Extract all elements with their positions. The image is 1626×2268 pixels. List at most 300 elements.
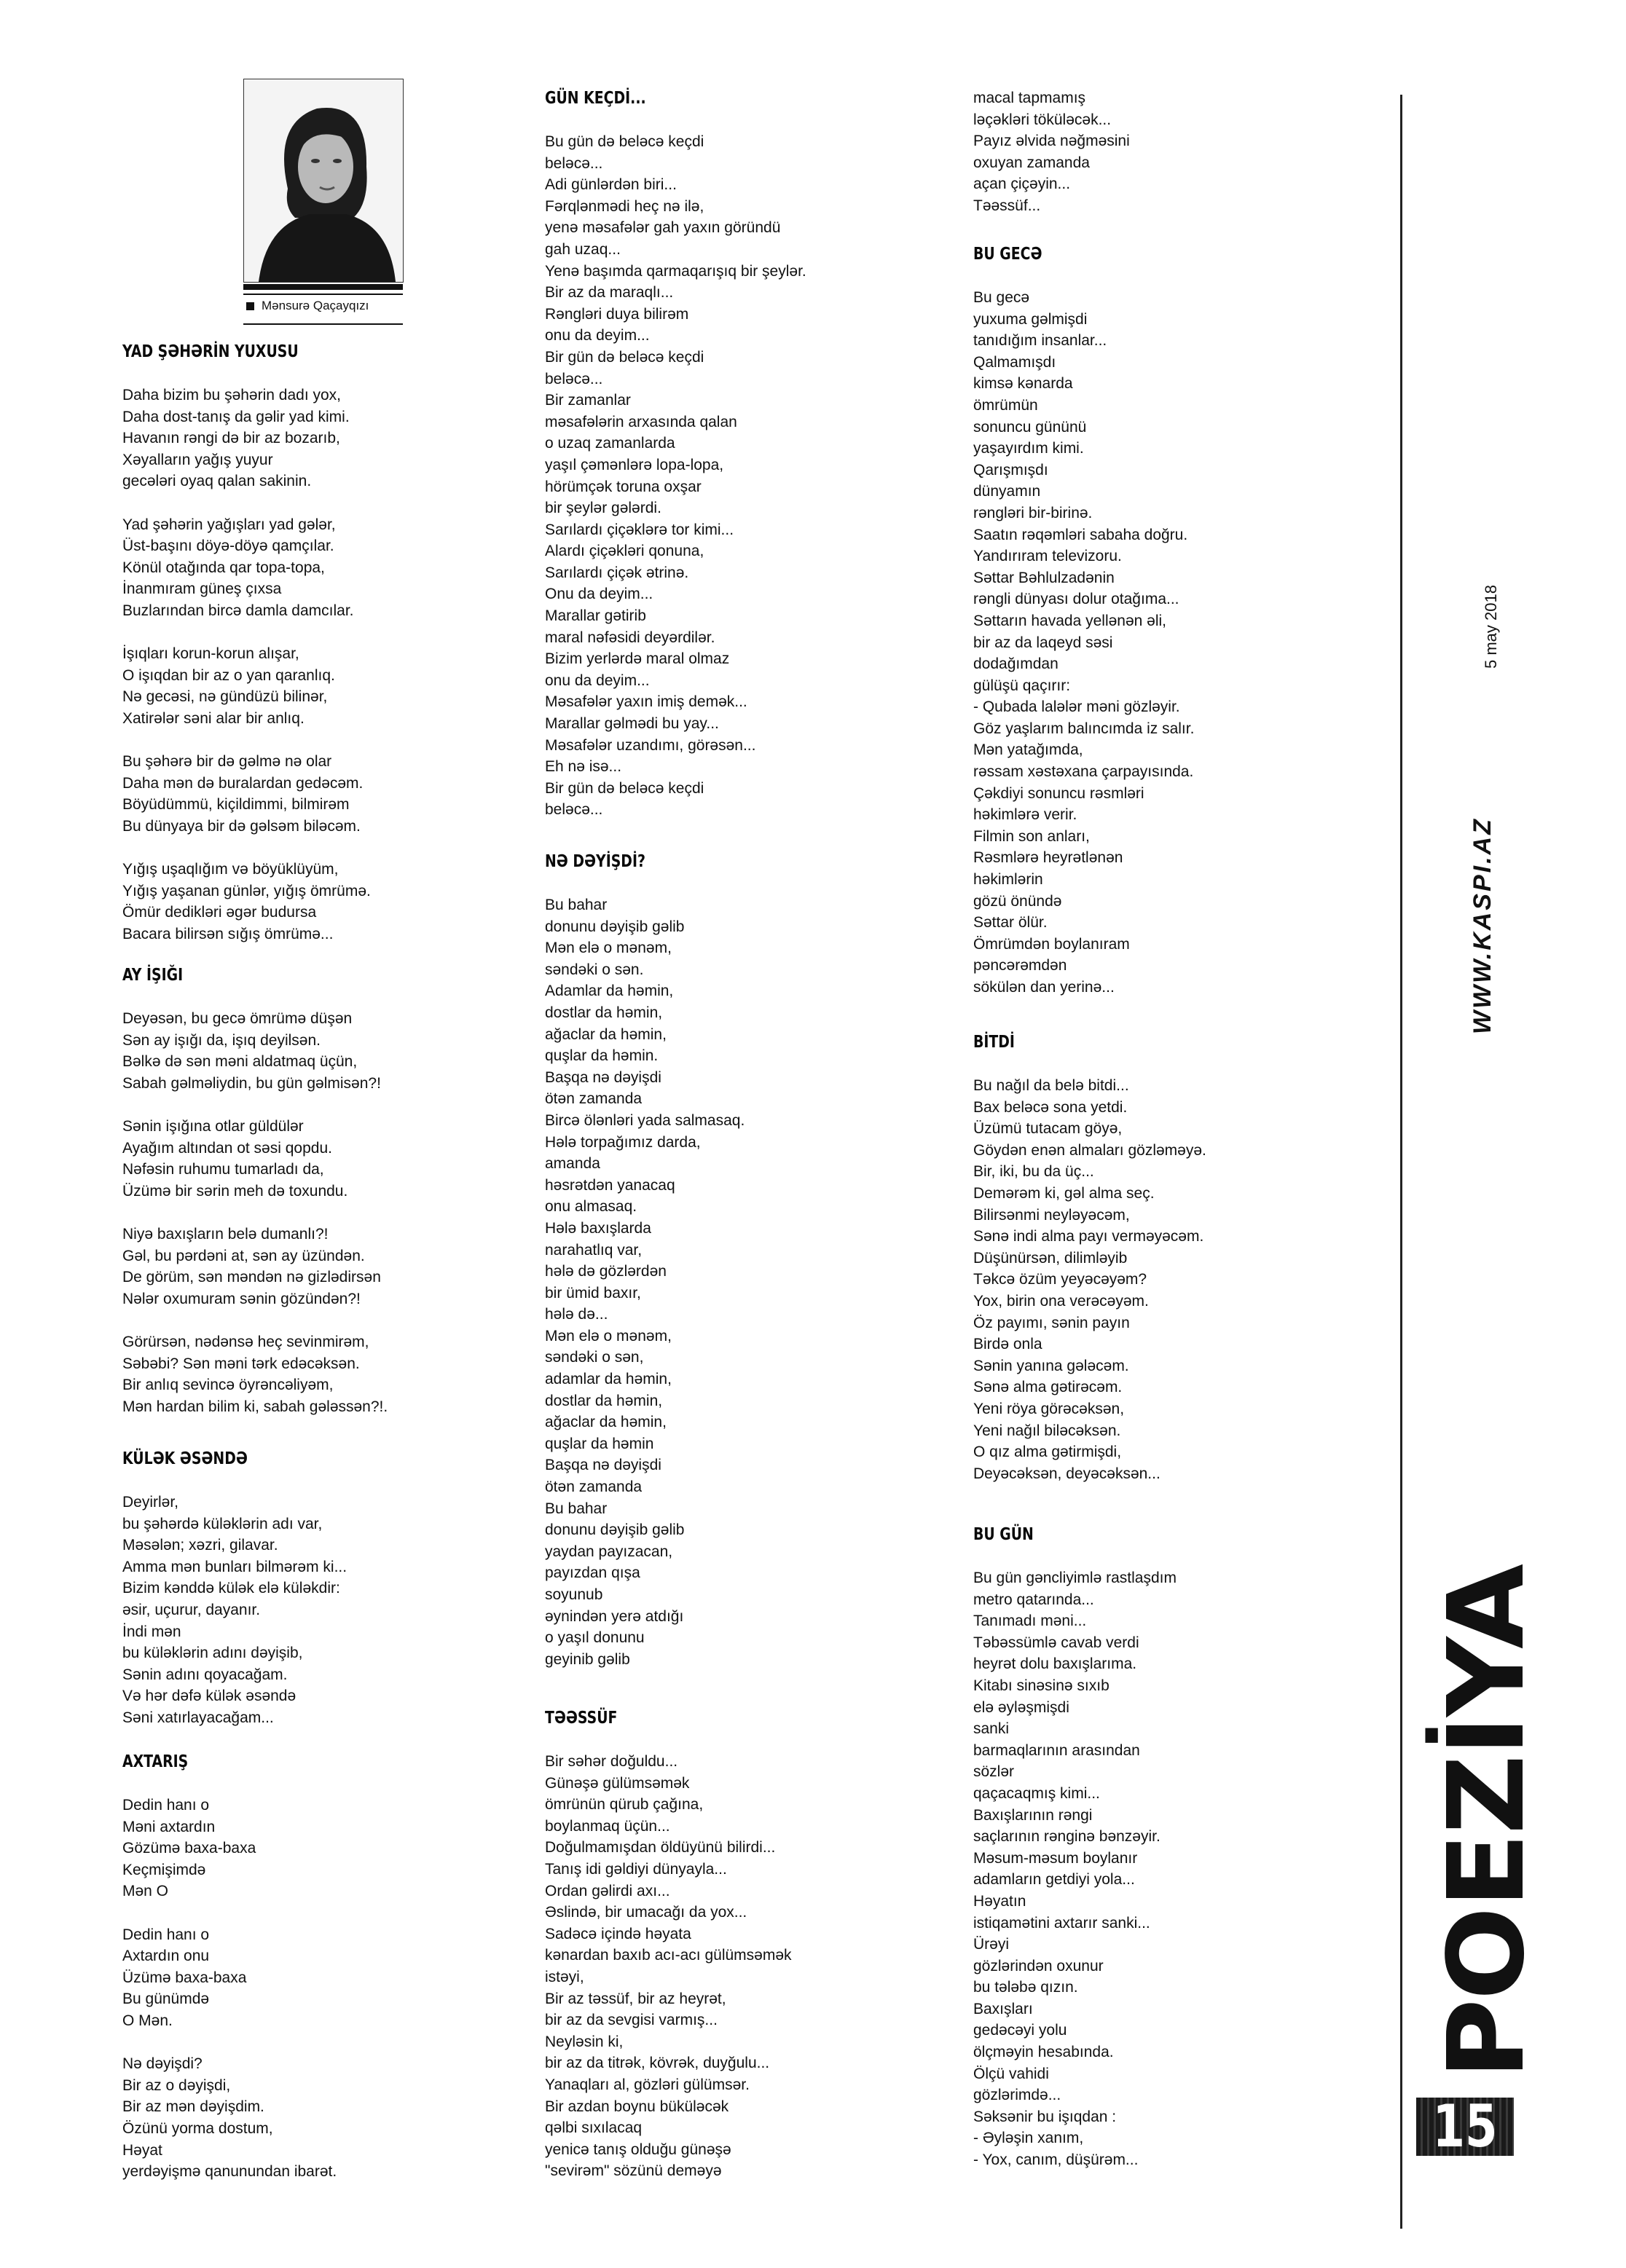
poem-line: Yad şəhərin yağışları yad gələr, (122, 516, 336, 533)
poem-line: payızdan qışa (545, 1564, 640, 1582)
poem-line: Sarılardı çiçək ətrinə. (545, 564, 689, 581)
poem-line: "sevirəm" sözünü deməyə (545, 2162, 722, 2180)
poem-line: amanda (545, 1155, 600, 1173)
stanza (973, 287, 1194, 999)
poem-line: Öz payımı, sənin payın (973, 1314, 1130, 1331)
poem-line: Axtardın onu (122, 1948, 210, 1965)
poem-line: Səbəbi? Sən məni tərk edəcəksən. (122, 1355, 360, 1372)
poem-line: Könül otağında qar topa-topa, (122, 559, 325, 576)
poem-line: ömrümün (973, 396, 1038, 414)
poem-line: Eh nə isə... (545, 758, 622, 776)
poem-title: AY İŞIĞI (122, 966, 184, 985)
poem-line: Ölçü vahidi (973, 2065, 1049, 2082)
poem-line: Adi günlərdən biri... (545, 176, 677, 194)
poem-line: Nəfəsin ruhumu tumarladı da, (122, 1161, 324, 1178)
poem-line: Gəl, bu pərdəni at, sən ay üzündən. (122, 1247, 365, 1264)
poem-line: istiqamətini axtarır sanki... (973, 1914, 1150, 1932)
stanza (122, 1008, 388, 1094)
stanza (122, 1795, 337, 1902)
poem-line: Bir, iki, bu da üç... (973, 1163, 1094, 1181)
poem-line: məsafələrin arxasında qalan (545, 413, 737, 430)
poem-line: Əslində, bir umacağı da yox... (545, 1904, 747, 1921)
poem-line: Məsum-məsum boylanır (973, 1849, 1138, 1867)
poem-line: Amma mən bunları bilmərəm ki... (122, 1558, 347, 1575)
poem-body (122, 1492, 347, 1729)
stanza (122, 1492, 347, 1729)
poem-line: qaçacaqmış kimi... (973, 1784, 1100, 1802)
poem-line: maral nəfəsidi deyərdilər. (545, 629, 715, 646)
poem-line: Dedin hanı o (122, 1926, 210, 1943)
page-number-box (1416, 2098, 1514, 2156)
poem-line: istəyi, (545, 1968, 584, 1985)
poem-title: NƏ DƏYİŞDİ? (545, 852, 645, 871)
poem (122, 342, 371, 942)
stanza (122, 2053, 337, 2183)
poem-line: Üzümə bir sərin meh də toxundu. (122, 1182, 348, 1200)
poem-line: onu almasaq. (545, 1198, 637, 1216)
stanza (545, 1751, 792, 2182)
poem-line: rəngləri bir-birinə. (973, 504, 1093, 521)
poem-line: yaşıl çəmənlərə lopa-lopa, (545, 456, 724, 473)
poem-line: boylanmaq üçün... (545, 1817, 670, 1835)
poem-line: yerdəyişmə qanunundan ibarət. (122, 2163, 337, 2181)
poem-line: Bir zamanlar (545, 392, 631, 409)
poem-line: Bir azdan boynu büküləcək (545, 2098, 729, 2115)
stanza (973, 1567, 1177, 2171)
poem-line: donunu dəyişib gəlib (545, 918, 685, 935)
poem-line: O Mən. (122, 2012, 173, 2029)
poem (122, 1752, 337, 2181)
poem-line: Məsafələr yaxın imiş demək... (545, 693, 747, 711)
poem-line: kənardan baxıb acı-acı gülümsəmək (545, 1947, 792, 1964)
poem-line: Doğulmamışdan öldüyünü bilirdi... (545, 1839, 776, 1856)
poem-line: həkimlərə verir. (973, 806, 1077, 824)
poem-line: Bircə ölənləri yada salmasaq. (545, 1111, 745, 1129)
poem-line: Böyüdümmü, kiçildimmi, bilmirəm (122, 796, 350, 814)
poem-line: Ayağım altından ot səsi qopdu. (122, 1139, 332, 1157)
poem-line: quşlar da həmin (545, 1435, 654, 1452)
poem-line: kimsə kənarda (973, 375, 1073, 393)
page-number: 15 (1432, 2098, 1498, 2156)
poem-line: Filmin son anları, (973, 827, 1090, 845)
poem-line: Daha bizim bu şəhərin dadı yox, (122, 387, 341, 403)
poem-line: yaşayırdım kimi. (973, 440, 1084, 457)
poem-line: hələ də... (545, 1306, 608, 1323)
poem-line: Marallar gətirib (545, 607, 646, 625)
issue-date: 5 may 2018 (1482, 585, 1500, 669)
poem (545, 89, 806, 819)
poem-line: dostlar da həmin, (545, 1004, 663, 1021)
poem-line: Marallar gəlmədi bu yay... (545, 715, 719, 733)
poem-line: Göydən enən almaları gözləməyə. (973, 1141, 1206, 1159)
poem-line: Tanış idi gəldiyi dünyayla... (545, 1860, 727, 1878)
poem-line: o yaşıl donunu (545, 1629, 645, 1647)
poem-line: Deyəcəksən, deyəcəksən... (973, 1465, 1160, 1482)
poem-line: Bir az təssüf, bir az heyrət, (545, 1990, 726, 2007)
poem-line: sözlər (973, 1763, 1015, 1781)
poem-line: barmaqlarının arasından (973, 1741, 1140, 1759)
poem-line: Sənə alma gətirəcəm. (973, 1379, 1123, 1396)
poem-body (122, 1008, 388, 1417)
author-photo (244, 79, 403, 282)
poem-line: tanıdığım insanlar... (973, 332, 1107, 350)
poem-line: Düşünürsən, dilimləyib (973, 1249, 1128, 1267)
poem-line: Çəkdiyi sonuncu rəsmləri (973, 784, 1144, 802)
poem-line: Daha dost-tanış da gəlir yad kimi. (122, 408, 350, 425)
poem-line: metro qatarında... (973, 1591, 1094, 1608)
poem-line: səndəki o sən. (545, 961, 644, 978)
poem-line: Bu gün də beləcə keçdi (545, 133, 704, 150)
poem-line: Həyat (122, 2141, 162, 2159)
poem-line: Görürsən, nədənsə heç sevinmirəm, (122, 1333, 369, 1350)
poem-line: Gözümə baxa-baxa (122, 1840, 256, 1857)
poem-line: rəssam xəstəxana çarpayısında. (973, 763, 1194, 781)
poem-line: ölçməyin hesabında. (973, 2044, 1114, 2061)
poem-line: Yeni nağıl biləcəksən. (973, 1422, 1121, 1439)
poem-line: Fərqlənmədi heç nə ilə, (545, 197, 704, 215)
stanza (122, 751, 371, 837)
poem-line: Səttar ölür. (973, 914, 1048, 932)
poem-line: bu şəhərdə küləklərin adı var, (122, 1515, 323, 1532)
poem-line: Sarılardı çiçəklərə tor kimi... (545, 521, 734, 538)
poem-line: Səttar Bəhlulzadənin (973, 569, 1115, 586)
poem-line: Birdə onla (973, 1336, 1042, 1353)
poem-line: Deyirlər, (122, 1494, 179, 1511)
poem-line: macal tapmamış (973, 90, 1086, 106)
poem-line: heyrət dolu baxışlarıma. (973, 1655, 1137, 1673)
poem-line: Bir gün də beləcə keçdi (545, 779, 704, 797)
poem-line: bir az da laqeyd səsi (973, 634, 1113, 651)
poem-line: narahatlıq var, (545, 1241, 643, 1259)
poem-line: adamlar da həmin, (545, 1371, 672, 1388)
poem-line: rəngli dünyası dolur otağıma... (973, 591, 1179, 608)
poem-line: gözü önündə (973, 892, 1062, 910)
poem-line: Bu bahar (545, 897, 608, 913)
poem-line: Ordan gəlirdi axı... (545, 1882, 670, 1899)
poem-body (545, 1751, 792, 2182)
author-name: Mənsurə Qaçayqızı (262, 299, 369, 312)
poem-line: onu da deyim... (545, 672, 650, 689)
poem-line: Dedin hanı o (122, 1797, 210, 1814)
poem-line: quşlar da həmin. (545, 1047, 659, 1065)
poem-line: həkimlərin (973, 871, 1043, 889)
poem-line: gecələri oyaq qalan sakinin. (122, 473, 312, 490)
poem (122, 1449, 347, 1726)
poem-line: Məsələn; xəzri, gilavar. (122, 1537, 278, 1554)
poem-line: Mən yatağımda, (973, 741, 1083, 759)
poem-line: Kitabı sinəsinə sıxıb (973, 1677, 1109, 1694)
poem-line: açan çiçəyin... (973, 176, 1071, 193)
poem-line: bir şeylər gələrdi. (545, 500, 661, 517)
poem-line: yaydan payızacan, (545, 1543, 673, 1560)
poem-line: Təkcə özüm yeyəcəyəm? (973, 1271, 1147, 1288)
poem-line: Sənə indi alma payı verməyəcəm. (973, 1228, 1204, 1245)
poem-line: Bir az da maraqlı... (545, 284, 674, 302)
poem-line: Bu bahar (545, 1500, 608, 1517)
stanza (973, 1075, 1206, 1484)
poem-line: Sənin adını qoyacağam. (122, 1666, 288, 1683)
poem-line: Neyləsin ki, (545, 2033, 624, 2050)
poem-line: Rəsmlərə heyrətlənən (973, 849, 1123, 867)
stanza (973, 87, 1130, 217)
poem-line: qəlbi sıxılacaq (545, 2119, 643, 2137)
poem-line: yuxuma gəlmişdi (973, 310, 1088, 328)
poem-line: Bu günümdə (122, 1991, 210, 2008)
stanza (122, 859, 371, 945)
poem-line: Adamlar da həmin, (545, 983, 674, 1000)
poem-line: beləcə... (545, 370, 603, 387)
poem-line: Bu şəhərə bir də gəlmə nə olar (122, 753, 332, 771)
poem-line: Üzümü tutacam göyə, (973, 1120, 1123, 1138)
poem-line: gedəcəyi yolu (973, 2022, 1067, 2039)
poem-line: Bacara bilirsən sığış ömrümə... (122, 925, 334, 942)
poem-line: Səttarın havada yellənən əli, (973, 612, 1167, 629)
poem-line: Hələ baxışlarda (545, 1219, 651, 1237)
photo-rule-thin (243, 294, 403, 295)
poem-line: O qız alma gətirmişdi, (973, 1444, 1122, 1461)
poem-line: saçlarının rənginə bənzəyir. (973, 1828, 1160, 1846)
poem-line: Mən elə o mənəm, (545, 940, 672, 957)
poem-line: Üst-başını döyə-döyə qamçılar. (122, 538, 334, 555)
poem-line: soyunub (545, 1586, 603, 1603)
poem-line: Xəyalların yağış yuyur (122, 451, 273, 468)
poem-line: Məni axtardın (122, 1818, 216, 1835)
caption-rule (243, 323, 403, 325)
poem-line: Həyatın (973, 1892, 1026, 1910)
poem-line: Tanımadı məni... (973, 1613, 1087, 1630)
poem-line: ləçəkləri töküləcək... (973, 111, 1112, 128)
poem-line: Onu da deyim... (545, 586, 653, 603)
section-title: POEZİYA (1425, 1565, 1547, 2079)
poem-line: Və hər dəfə külək əsəndə (122, 1688, 296, 1705)
poem-line: bir az da sevgisi varmış... (545, 2012, 718, 2029)
poem-line: Göz yaşlarım balıncımda iz salır. (973, 720, 1195, 737)
poem-line: ötən zamanda (545, 1090, 643, 1108)
poem-line: Yox, birin ona verəcəyəm. (973, 1292, 1149, 1310)
poem-line: Bu nağıl da belə bitdi... (973, 1077, 1129, 1094)
poem-line: Sabah gəlməliydin, bu gün gəlmisən?! (122, 1074, 381, 1092)
poem-line: Bax beləcə sona yetdi. (973, 1098, 1128, 1116)
poem-line: Mən hardan bilim ki, sabah gələssən?!. (122, 1398, 388, 1415)
poem-line: həsrətdən yanacaq (545, 1176, 675, 1194)
poem-line: Bir gün də beləcə keçdi (545, 348, 704, 366)
poem-body (122, 1795, 337, 2183)
stanza (122, 1924, 337, 2032)
poem (973, 1033, 1206, 1482)
poem-line: dostlar da həmin, (545, 1392, 663, 1409)
poem-body (973, 1075, 1206, 1484)
poem-line: O işıqdan bir az o yan qaranlıq. (122, 666, 335, 684)
poem-line: - Əyləşin xanım, (973, 2130, 1084, 2147)
poem-line: dünyamın (973, 483, 1041, 500)
poem-line: ağaclar da həmin, (545, 1025, 667, 1043)
caption-bullet-icon (246, 302, 254, 310)
poem (545, 1709, 792, 2180)
poem (545, 852, 745, 1668)
poem-line: Sənin işığına otlar güldülər (122, 1117, 304, 1135)
poem-line: Yanaqları al, gözləri gülümsər. (545, 2076, 750, 2093)
author-photo-frame (243, 79, 404, 283)
poem-line: Mən O (122, 1883, 169, 1900)
poem-line: əynindən yerə atdığı (545, 1607, 684, 1625)
poem-line: Səksənir bu işıqdan : (973, 2108, 1117, 2125)
poem-line: Saatın rəqəmləri sabaha doğru. (973, 526, 1188, 543)
poem-line: Yığış uşaqlığım və böyüklüyüm, (122, 861, 339, 878)
poem-line: Nələr oxumuram sənin gözündən?! (122, 1290, 361, 1307)
photo-rule-thick (243, 284, 403, 290)
poem-line: Hələ torpağımız darda, (545, 1133, 701, 1151)
poem-line: Deyəsən, bu gecə ömrümə düşən (122, 1010, 353, 1027)
poem-line: hələ də gözlərdən (545, 1263, 667, 1280)
poem-line: Başqa nə dəyişdi (545, 1068, 661, 1086)
poem-line: Yenə başımda qarmaqarışıq bir şeylər. (545, 262, 806, 280)
poem-line: yenə məsafələr gah yaxın göründü (545, 219, 781, 237)
poem-line: ötən zamanda (545, 1478, 643, 1496)
poem-line: Bu gün gəncliyimlə rastlaşdım (973, 1570, 1177, 1586)
poem-line: İndi mən (122, 1623, 181, 1640)
poem-line: gah uzaq... (545, 240, 621, 258)
poem-line: gözlərimdə... (973, 2087, 1061, 2104)
poem-line: Ürəyi (973, 1936, 1010, 1953)
poem-line: Yığış yaşanan günlər, yığış ömrümə. (122, 882, 371, 899)
poem-line: Bizim yerlərdə maral olmaz (545, 650, 730, 668)
poem-line: Dеmərəm ki, gəl alma seç. (973, 1184, 1155, 1202)
poem-line: ağaclar da həmin, (545, 1414, 667, 1431)
poem-line: Bizim kənddə külək elə küləkdir: (122, 1580, 340, 1597)
poem-title: YAD ŞƏHƏRİN YUXUSU (122, 342, 299, 361)
poem-line: gözlərindən oxunur (973, 1957, 1104, 1974)
poem-line: Sən ay işığı da, işıq deyilsən. (122, 1031, 321, 1049)
poem-line: onu da deyim... (545, 327, 650, 344)
poem-line: donunu dəyişib gəlib (545, 1521, 685, 1539)
poem-title: BU GÜN (973, 1525, 1034, 1544)
poem-line: - Qubada lalələr məni gözləyir. (973, 698, 1180, 716)
poem-line: Qalmamışdı (973, 353, 1056, 371)
poem-title: BİTDİ (973, 1033, 1015, 1052)
poem-line: əsir, uçurur, dayanır. (122, 1601, 261, 1618)
poem-line: yenicə tanış olduğu günəşə (545, 2141, 731, 2158)
poem-line: Payız əlvida nəğməsini (973, 133, 1130, 150)
poem-line: Daha mən də buralardan gedəcəm. (122, 774, 364, 792)
poem-line: Bir az o dəyişdi, (122, 2076, 231, 2094)
poem-line: bir az da titrək, kövrək, duyğulu... (545, 2055, 770, 2072)
poem-line: Qarışmışdı (973, 461, 1048, 479)
poem-line: Sadəcə içində həyata (545, 1925, 691, 1942)
poem-line: Günəşə gülümsəmək (545, 1774, 690, 1792)
stanza (122, 1224, 388, 1310)
poem-line: Nə gecəsi, nə gündüzü bilinər, (122, 688, 328, 706)
poem-line: Bu dünyaya bir də gəlsəm biləcəm. (122, 817, 361, 835)
poem-title: TƏƏSSÜF (545, 1709, 618, 1728)
poem-line: Məsafələr uzandımı, görəsən... (545, 736, 756, 754)
poem-line: oxuyan zamanda (973, 154, 1090, 171)
poem-line: Baxışlarının rəngi (973, 1806, 1093, 1824)
poem-body (973, 1567, 1177, 2171)
poem-line: Ömrümdən boylanıram (973, 935, 1130, 953)
poem-title: BU GECƏ (973, 245, 1042, 264)
poem-line: İnanmıram güneş çıxsa (122, 580, 282, 598)
poem-line: Bu gecə (973, 289, 1030, 306)
poem-line: Mən elə o mənəm, (545, 1327, 672, 1344)
poem-line: adamların getdiyi yola... (973, 1871, 1135, 1889)
poem-line: sonuncu gününü (973, 418, 1087, 436)
website-link[interactable]: WWW.KASPI.AZ (1469, 817, 1496, 1034)
poem-title: AXTARIŞ (122, 1752, 189, 1771)
poem-line: elə əyləşmişdi (973, 1698, 1069, 1716)
poem-body (122, 385, 371, 945)
poem-line: Yeni röya görəcəksən, (973, 1400, 1125, 1417)
poem-line: sanki (973, 1720, 1010, 1738)
poem-line: Səni xatırlayacağam... (122, 1709, 274, 1726)
poem-line: Bəlkə də sən məni aldatmaq üçün, (122, 1053, 358, 1071)
poem-line: Bir az mən dəyişdim. (122, 2098, 264, 2116)
photo-caption (246, 299, 369, 313)
poem-line: Təbəssümlə cavab verdi (973, 1634, 1139, 1651)
poem-line: - Yox, canım, düşürəm... (973, 2151, 1139, 2169)
poem-line: Üzümə baxa-baxa (122, 1969, 247, 1986)
sidebar-divider (1400, 95, 1402, 2229)
poem-line: Bir anlıq sevincə öyrəncəliyəm, (122, 1377, 334, 1394)
poem-line: Başqa nə dəyişdi (545, 1457, 661, 1474)
poem (973, 1525, 1177, 2169)
poem-line: Özünü yorma dostum, (122, 2119, 273, 2137)
poem-line: beləcə... (545, 154, 603, 172)
poem-line: bu küləklərin adını dəyişib, (122, 1645, 303, 1662)
poem-body (545, 894, 745, 1670)
poem-line: bu tələbə qızın. (973, 1979, 1078, 1996)
poem-line: Keçmişimdə (122, 1861, 206, 1878)
poem-line: Baxışları (973, 2000, 1033, 2017)
stanza (545, 131, 806, 821)
poem-line: gülüşü qaçırır: (973, 677, 1071, 694)
poem-title: KÜLƏK ƏSƏNDƏ (122, 1449, 248, 1468)
poem (122, 966, 388, 1415)
poem-line: İşıqları korun-korun alışar, (122, 645, 299, 663)
stanza (122, 1331, 388, 1417)
poem-body (973, 287, 1194, 999)
stanza (122, 385, 371, 492)
poem-line: beləcə... (545, 801, 603, 819)
poem-line: Xatirələr səni alar bir anlıq. (122, 709, 305, 727)
stanza (122, 514, 371, 622)
stanza (545, 894, 745, 1670)
poem-line: Niyə baxışların belə dumanlı?! (122, 1225, 329, 1243)
poem-line: Ömür dedikləri əgər budursa (122, 904, 317, 921)
poem-line: Nə dəyişdi? (122, 2055, 203, 2073)
poem-body (973, 87, 1130, 217)
poem-line: hörümçək toruna oxşar (545, 478, 702, 495)
poem-body (545, 131, 806, 821)
poem-line: o uzaq zamanlarda (545, 435, 675, 452)
poem-line: bir ümid baxır, (545, 1284, 641, 1302)
stanza (122, 643, 371, 729)
poem-line: Təəssüf... (973, 197, 1041, 214)
poem (973, 245, 1195, 996)
poem-line: sökülən dan yerinə... (973, 979, 1115, 996)
poem-line: Bilirsənmi neyləyəcəm, (973, 1206, 1130, 1224)
poem-line: Havanın rəngi də bir az bozarıb, (122, 430, 340, 447)
stanza (122, 1116, 388, 1202)
poem-line: De görüm, sən məndən nə gizlədirsən (122, 1269, 381, 1286)
poem-title: GÜN KEÇDİ... (545, 89, 646, 108)
poem-line: Sənin yanına gələcəm. (973, 1357, 1129, 1374)
poem-line: Yandırıram televizoru. (973, 548, 1122, 565)
poem-line: pəncərəmdən (973, 957, 1067, 974)
poem-line: Bir səhər doğuldu... (545, 1753, 678, 1770)
poem-line: Rəngləri duya bilirəm (545, 305, 689, 323)
poem-line: Alardı çiçəkləri qonuna, (545, 543, 704, 560)
poem-line: ömrünün qürub çağına, (545, 1796, 704, 1814)
